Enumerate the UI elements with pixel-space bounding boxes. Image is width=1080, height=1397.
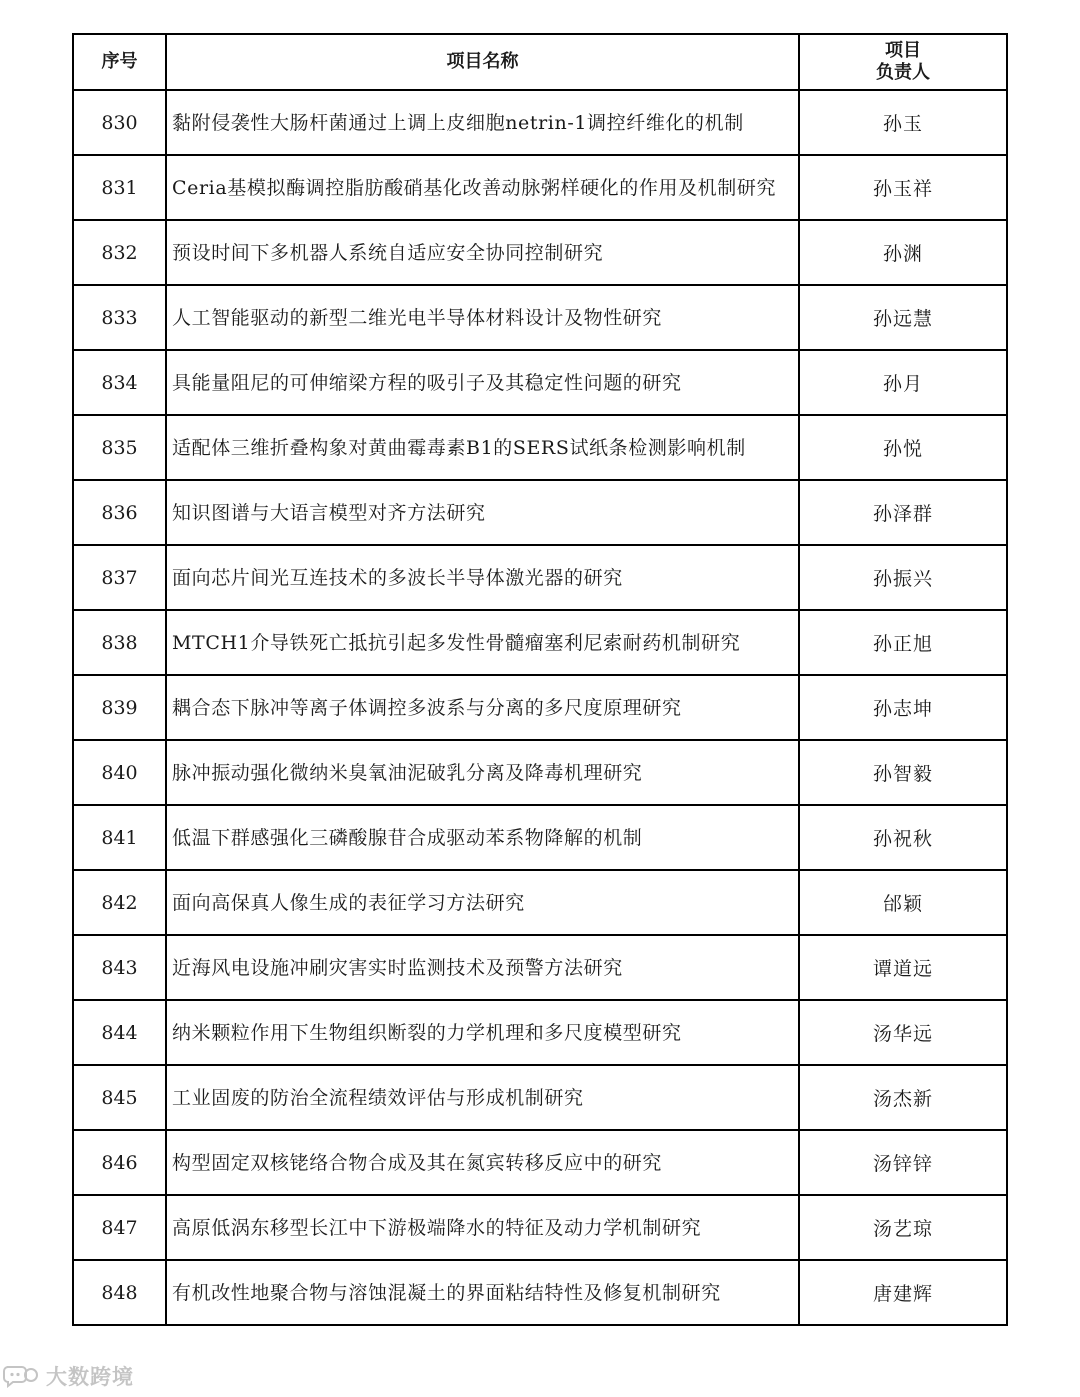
row-number: 840 — [73, 740, 166, 805]
project-name: 具能量阻尼的可伸缩梁方程的吸引子及其稳定性问题的研究 — [166, 350, 799, 415]
row-number: 832 — [73, 220, 166, 285]
watermark — [2, 1362, 134, 1390]
project-leader: 汤华远 — [799, 1000, 1007, 1065]
project-name: 适配体三维折叠构象对黄曲霉毒素B1的SERS试纸条检测影响机制 — [166, 415, 799, 480]
watermark-text: 大数跨境 — [46, 1365, 134, 1389]
table-row — [73, 675, 1007, 740]
header-number: 序号 — [73, 34, 166, 90]
row-number: 835 — [73, 415, 166, 480]
table-row — [73, 415, 1007, 480]
row-number: 831 — [73, 155, 166, 220]
project-name: 低温下群感强化三磷酸腺苷合成驱动苯系物降解的机制 — [166, 805, 799, 870]
project-leader: 汤杰新 — [799, 1065, 1007, 1130]
table-row — [73, 805, 1007, 870]
project-name: 预设时间下多机器人系统自适应安全协同控制研究 — [166, 220, 799, 285]
project-leader: 孙悦 — [799, 415, 1007, 480]
row-number: 848 — [73, 1260, 166, 1325]
header-leader-line2: 负责人 — [876, 62, 930, 83]
table-row — [73, 1065, 1007, 1130]
project-leader: 孙远慧 — [799, 285, 1007, 350]
project-leader: 唐建辉 — [799, 1260, 1007, 1325]
table-row — [73, 870, 1007, 935]
project-leader: 孙泽群 — [799, 480, 1007, 545]
project-name: 工业固废的防治全流程绩效评估与形成机制研究 — [166, 1065, 799, 1130]
row-number: 841 — [73, 805, 166, 870]
project-leader: 孙正旭 — [799, 610, 1007, 675]
table-row — [73, 480, 1007, 545]
project-name: 黏附侵袭性大肠杆菌通过上调上皮细胞netrin-1调控纤维化的机制 — [166, 90, 799, 155]
project-name: 耦合态下脉冲等离子体调控多波系与分离的多尺度原理研究 — [166, 675, 799, 740]
project-leader: 孙振兴 — [799, 545, 1007, 610]
project-name: 近海风电设施冲刷灾害实时监测技术及预警方法研究 — [166, 935, 799, 1000]
project-leader: 孙玉祥 — [799, 155, 1007, 220]
table-row — [73, 1130, 1007, 1195]
project-name: Ceria基模拟酶调控脂肪酸硝基化改善动脉粥样硬化的作用及机制研究 — [166, 155, 799, 220]
table-row — [73, 610, 1007, 675]
project-name: 面向高保真人像生成的表征学习方法研究 — [166, 870, 799, 935]
table-row — [73, 1195, 1007, 1260]
project-leader: 汤锌锌 — [799, 1130, 1007, 1195]
header-project-leader — [799, 34, 1007, 90]
project-leader: 孙志坤 — [799, 675, 1007, 740]
project-table — [72, 33, 1008, 1326]
project-name: 构型固定双核铑络合物合成及其在氮宾转移反应中的研究 — [166, 1130, 799, 1195]
row-number: 837 — [73, 545, 166, 610]
table-row — [73, 935, 1007, 1000]
project-leader: 孙渊 — [799, 220, 1007, 285]
project-name: 高原低涡东移型长江中下游极端降水的特征及动力学机制研究 — [166, 1195, 799, 1260]
header-row — [73, 34, 1007, 90]
row-number: 842 — [73, 870, 166, 935]
table-row — [73, 155, 1007, 220]
header-leader-line1: 项目 — [885, 40, 921, 61]
project-name: 知识图谱与大语言模型对齐方法研究 — [166, 480, 799, 545]
table-row — [73, 740, 1007, 805]
row-number: 839 — [73, 675, 166, 740]
table-row — [73, 90, 1007, 155]
project-name: 面向芯片间光互连技术的多波长半导体激光器的研究 — [166, 545, 799, 610]
table-row — [73, 1000, 1007, 1065]
project-name: 纳米颗粒作用下生物组织断裂的力学机理和多尺度模型研究 — [166, 1000, 799, 1065]
table-header — [73, 34, 1007, 90]
project-name: MTCH1介导铁死亡抵抗引起多发性骨髓瘤塞利尼索耐药机制研究 — [166, 610, 799, 675]
project-leader: 孙月 — [799, 350, 1007, 415]
row-number: 833 — [73, 285, 166, 350]
row-number: 845 — [73, 1065, 166, 1130]
chat-bubble-logo-icon — [2, 1364, 42, 1388]
table-row — [73, 545, 1007, 610]
row-number: 838 — [73, 610, 166, 675]
row-number: 843 — [73, 935, 166, 1000]
project-leader: 孙祝秋 — [799, 805, 1007, 870]
project-leader: 孙玉 — [799, 90, 1007, 155]
project-leader: 邰颖 — [799, 870, 1007, 935]
table-row — [73, 220, 1007, 285]
table-body — [73, 90, 1007, 1325]
project-name: 人工智能驱动的新型二维光电半导体材料设计及物性研究 — [166, 285, 799, 350]
project-leader: 孙智毅 — [799, 740, 1007, 805]
header-project-name: 项目名称 — [166, 34, 799, 90]
row-number: 844 — [73, 1000, 166, 1065]
table-row — [73, 1260, 1007, 1325]
project-name: 有机改性地聚合物与溶蚀混凝土的界面粘结特性及修复机制研究 — [166, 1260, 799, 1325]
table-row — [73, 350, 1007, 415]
project-leader: 谭道远 — [799, 935, 1007, 1000]
project-leader: 汤艺琼 — [799, 1195, 1007, 1260]
table-row — [73, 285, 1007, 350]
row-number: 830 — [73, 90, 166, 155]
row-number: 846 — [73, 1130, 166, 1195]
project-name: 脉冲振动强化微纳米臭氧油泥破乳分离及降毒机理研究 — [166, 740, 799, 805]
row-number: 834 — [73, 350, 166, 415]
row-number: 847 — [73, 1195, 166, 1260]
row-number: 836 — [73, 480, 166, 545]
